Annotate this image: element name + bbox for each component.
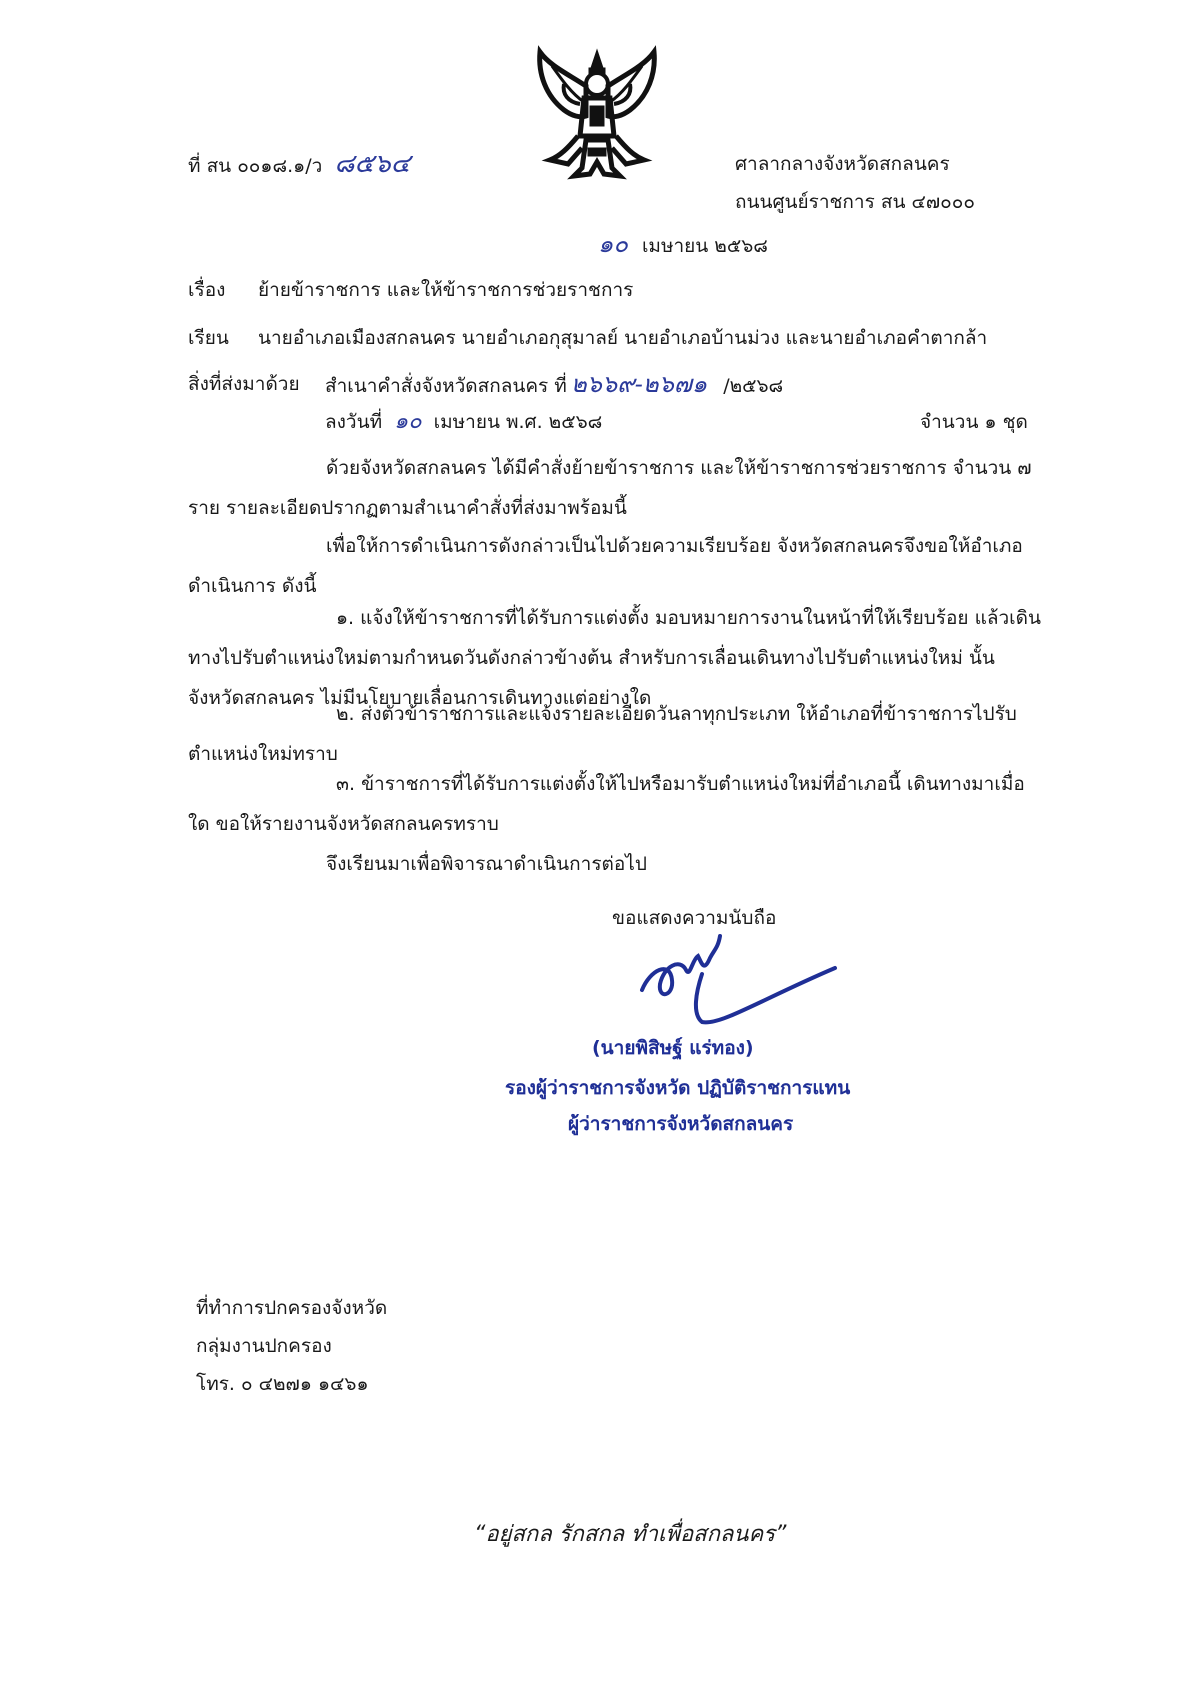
slogan: “อยู่สกล รักสกล ทำเพื่อสกลนคร” (474, 1522, 787, 1547)
signatory-position-1: รองผู้ว่าราชการจังหวัด ปฏิบัติราชการแทน (505, 1077, 851, 1099)
enclosure-date-day-handwritten: ๑๐ (394, 409, 422, 434)
date-day-handwritten: ๑๐ (598, 230, 628, 258)
salutation: ขอแสดงความนับถือ (612, 907, 777, 929)
recipient-text: นายอำเภอเมืองสกลนคร นายอำเภอกุสุมาลย์ นายอำเภอบ้านม่วง และนายอำเภอคำตากล้า (258, 327, 988, 349)
subject-text: ย้ายข้าราชการ และให้ข้าราชการช่วยราชการ (258, 279, 634, 301)
reference-prefix: ที่ สน ๐๐๑๘.๑/ว (188, 155, 323, 177)
closing-request: จึงเรียนมาเพื่อพิจารณาดำเนินการต่อไป (326, 853, 647, 875)
enclosure-count: จำนวน ๑ ชุด (920, 411, 1028, 433)
body-paragraph-1: ด้วยจังหวัดสกลนคร ได้มีคำสั่งย้ายข้าราชการ และให้ข้าราชการช่วยราชการ จำนวน ๗ ราย รายละเอียดปรากฏตามสำเนาคำสั่งที่ส่งมาพร้อมนี้ (188, 457, 1032, 519)
office-address-line1: ศาลากลางจังหวัดสกลนคร (735, 153, 950, 175)
reference-number-handwritten: ๘๕๖๔ (334, 149, 411, 179)
garuda-emblem-icon (528, 44, 666, 184)
footer-office-1: ที่ทำการปกครองจังหวัด (196, 1297, 388, 1319)
enclosure-date (325, 410, 602, 434)
handwritten-signature-icon (630, 930, 840, 1030)
footer-phone: โทร. ๐ ๔๒๗๑ ๑๔๖๑ (196, 1373, 369, 1395)
body-item-1: ๑. แจ้งให้ข้าราชการที่ได้รับการแต่งตั้ง มอบหมายการงานในหน้าที่ให้เรียบร้อย แล้วเดินทางไปรับตำแหน่งใหม่ตามกำหนดวันดังกล่าวข้างต้น สำหรับการเลื่อนเดินทางไปรับตำแหน่งใหม่ นั้น จังหวัดสกลนคร ไม่มีนโยบายเลื่อนการเดินทางแต่อย่างใด (188, 607, 1041, 709)
footer-office-2: กลุ่มงานปกครอง (196, 1335, 332, 1357)
recipient-label: เรียน (188, 327, 229, 349)
office-address-line2: ถนนศูนย์ราชการ สน ๔๗๐๐๐ (735, 191, 975, 213)
subject-label: เรื่อง (188, 279, 226, 301)
body-paragraph-2: เพื่อให้การดำเนินการดังกล่าวเป็นไปด้วยความเรียบร้อย จังหวัดสกลนครจึงขอให้อำเภอ ดำเนินการ ดังนี้ (188, 535, 1023, 597)
document-date (598, 232, 768, 258)
reference-number (188, 149, 411, 179)
enclosure-text (325, 372, 783, 398)
date-month-year: เมษายน ๒๕๖๘ (641, 235, 768, 257)
body-item-2: ๒. ส่งตัวข้าราชการและแจ้งรายละเอียดวันลาทุกประเภท ให้อำเภอที่ข้าราชการไปรับ ตำแหน่งใหม่ทราบ (188, 703, 1017, 765)
body-item-3: ๓. ข้าราชการที่ได้รับการแต่งตั้งให้ไปหรือมารับตำแหน่งใหม่ที่อำเภอนี้ เดินทางมาเมื่อใด ขอให้รายงานจังหวัดสกลนครทราบ (188, 773, 1025, 835)
signatory-name: (นายพิสิษฐ์ แร่ทอง) (592, 1037, 754, 1059)
enclosure-date-prefix: ลงวันที่ (325, 411, 383, 433)
enclosure-label: สิ่งที่ส่งมาด้วย (188, 373, 300, 395)
enclosure-order-text: สำเนาคำสั่งจังหวัดสกลนคร ที่ (325, 375, 567, 397)
enclosure-year: /๒๕๖๘ (723, 375, 784, 397)
signatory-position-2: ผู้ว่าราชการจังหวัดสกลนคร (568, 1113, 794, 1135)
enclosure-date-rest: เมษายน พ.ศ. ๒๕๖๘ (433, 411, 603, 433)
enclosure-order-numbers-handwritten: ๒๖๖๙-๒๖๗๑ (570, 370, 708, 398)
